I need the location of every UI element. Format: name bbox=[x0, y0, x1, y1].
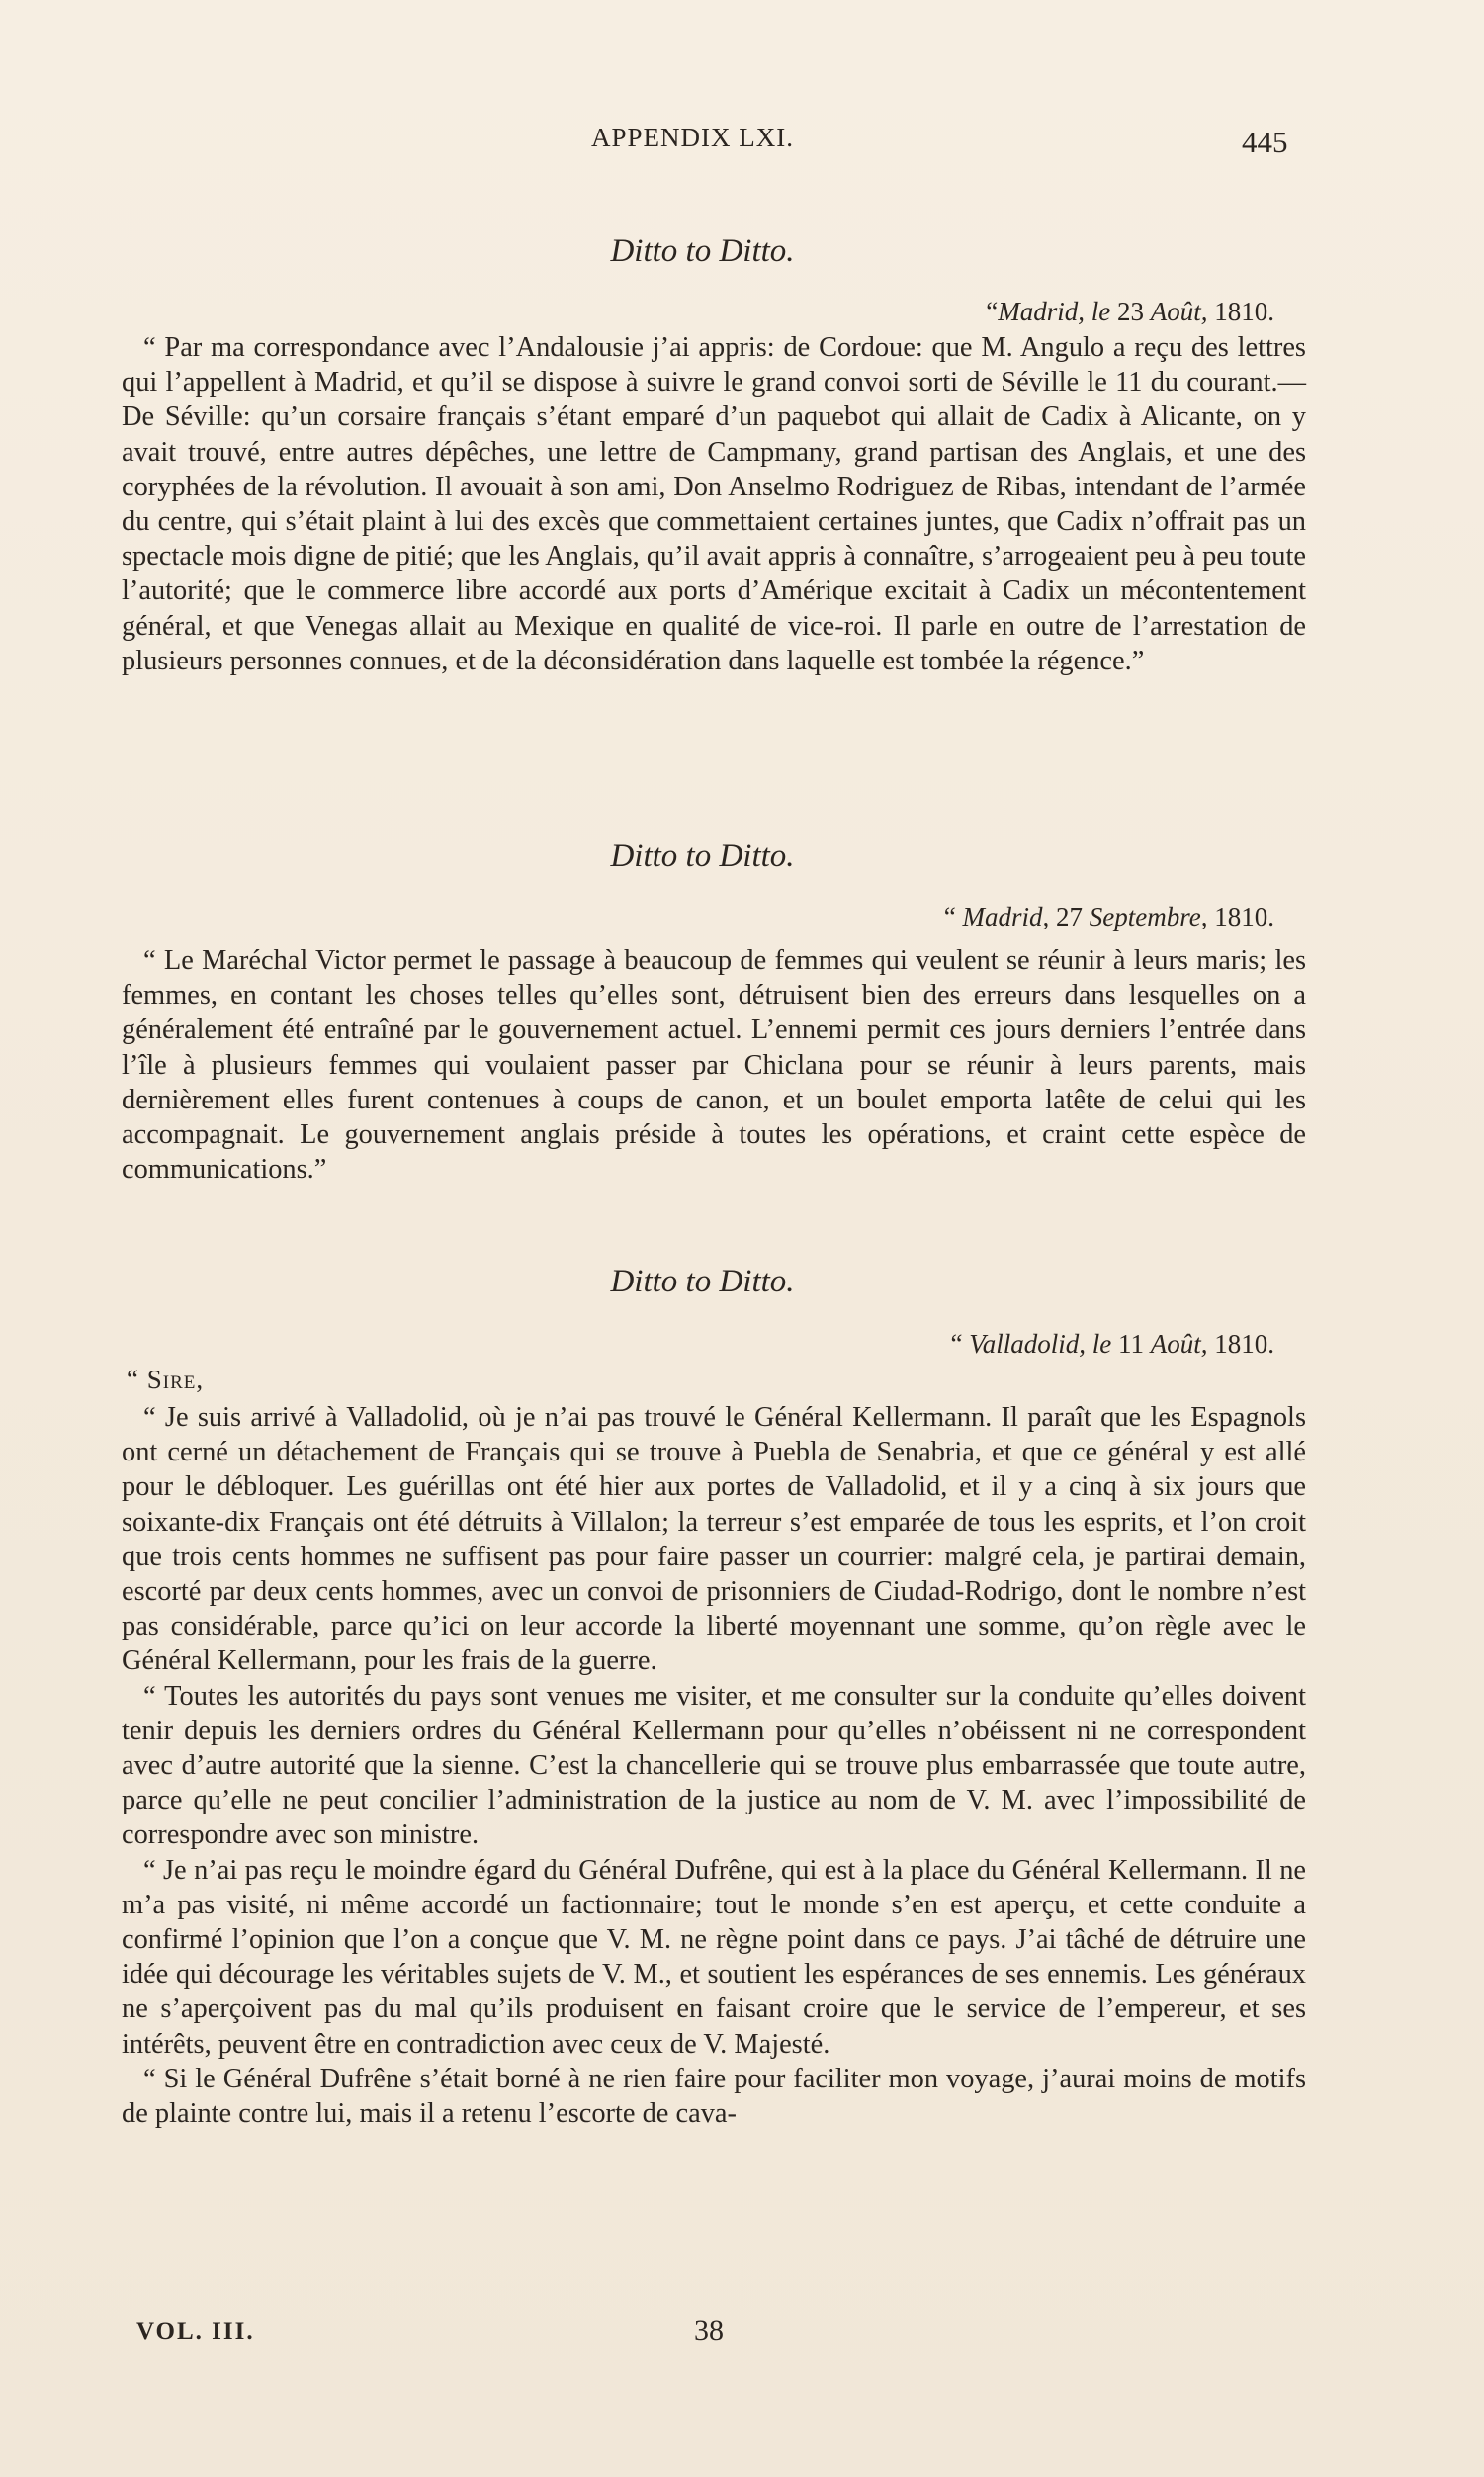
letter-1-heading: Ditto to Ditto. bbox=[610, 233, 795, 269]
dateline-quote: “ bbox=[986, 297, 999, 326]
dateline-year: 1810. bbox=[1207, 297, 1274, 326]
running-head bbox=[0, 117, 1484, 159]
dateline-day: 23 bbox=[1110, 297, 1151, 326]
dateline-year: 1810. bbox=[1207, 1329, 1274, 1359]
page-number: 445 bbox=[1242, 125, 1288, 159]
running-title: APPENDIX LXI. bbox=[591, 123, 794, 152]
letter-1-body bbox=[122, 330, 1306, 678]
dateline-place: Madrid, le bbox=[998, 297, 1111, 326]
letter-3-paragraph-4: “ Si le Général Dufrêne s’était borné à ne rien faire pour faciliter mon voyage, j’aurai moins de motifs de plainte contre lui, mais il a retenu l’escorte de cava- bbox=[122, 2063, 1306, 2130]
sheet-number: 38 bbox=[694, 2314, 724, 2346]
dateline-quote: “ bbox=[950, 1329, 970, 1359]
dateline-year: 1810. bbox=[1207, 902, 1274, 931]
dateline-day: 11 bbox=[1111, 1329, 1151, 1359]
letter-3-heading: Ditto to Ditto. bbox=[610, 1264, 795, 1299]
letter-3-paragraph-3: “ Je n’ai pas reçu le moindre égard du Général Dufrêne, qui est à la place du Général Kellermann. Il ne m’a pas visité, ni même accordé un factionnaire; tout le monde s’en est aperçu, et cette conduite a confirmé l’opinion que l’on a conçue que V. M. ne règne point dans ce pays. J’ai tâché de détruire une idée qui décourage les véritables sujets de V. M., et soutient les espérances de ses ennemis. Les généraux ne s’aperçoivent pas du mal qu’ils produisent en faisant croire que le service de l’empereur, et ses intérêts, peuvent être en contradiction avec ceux de V. Majesté. bbox=[122, 1854, 1306, 2060]
letter-3-body bbox=[122, 1400, 1306, 2131]
dateline-quote: “ bbox=[943, 902, 963, 931]
letter-2-paragraph-1: “ Le Maréchal Victor permet le passage à beaucoup de femmes qui veulent se réunir à leurs maris; les femmes, en contant les choses telles qu’elles sont, détruisent bien des erreurs dans lesquelles on a généralement été entraîné par le gouvernement actuel. L’ennemi permit ces jours derniers l’entrée dans l’île à plusieurs femmes qui voulaient passer par Chiclana pour se réunir à leurs parents, mais dernièrement elles furent contenues à coups de canon, et un boulet emporta latête de celui qui les accompagnait. Le gouvernement anglais préside à toutes les opérations, et craint cette espèce de communications.” bbox=[122, 945, 1306, 1186]
letter-3-paragraph-1: “ Je suis arrivé à Valladolid, où je n’ai pas trouvé le Général Kellermann. Il paraît que les Espagnols ont cerné un détachement de Français qui se trouve à Puebla de Senabria, et que ce général y est allé pour le débloquer. Les guérillas ont été hier aux portes de Valladolid, et il y a cinq à six jours que soixante-dix Français ont été détruits à Villalon; la terreur s’est emparée de tous les esprits, et l’on croit que trois cents hommes ne suffisent pas pour faire passer un courrier: malgré cela, je partirai demain, escorté par deux cents hommes, avec un convoi de prisonniers de Ciudad-Rodrigo, dont le nombre n’est pas considérable, parce qu’ici on leur accorde la liberté moyennant une somme, qu’on règle avec le Général Kellermann, pour les frais de la guerre. bbox=[122, 1402, 1306, 1677]
volume-signature: VOL. III. bbox=[136, 2318, 255, 2344]
letter-1-dateline bbox=[986, 297, 1274, 327]
letter-3-dateline bbox=[951, 1329, 1274, 1360]
dateline-day: 27 bbox=[1049, 902, 1090, 931]
dateline-month: Août, bbox=[1150, 297, 1208, 326]
dateline-month: Septembre, bbox=[1089, 902, 1208, 931]
letter-3-paragraph-2: “ Toutes les autorités du pays sont venues me visiter, et me consulter sur la conduite qu’elles doivent tenir depuis les derniers ordres du Général Kellermann pour qu’elles n’obéissent ni ne correspondent avec d’autre autorité que la sienne. C’est la chancellerie qui se trouve plus embarrassée que toute autre, parce qu’elle ne peut concilier l’administration de la justice au nom de V. M. avec l’impossibilité de correspondre avec son ministre. bbox=[122, 1680, 1306, 1851]
letter-3-salutation: “ Sire, bbox=[127, 1365, 205, 1394]
dateline-place: Madrid, bbox=[962, 902, 1050, 931]
letter-2-body bbox=[122, 943, 1306, 1187]
dateline-month: Août, bbox=[1150, 1329, 1208, 1359]
letter-1-paragraph-1: “ Par ma correspondance avec l’Andalousie j’ai appris: de Cordoue: que M. Angulo a reçu des lettres qui l’appellent à Madrid, et qu’il se dispose à suivre le grand convoi sorti de Séville le 11 du courant.—De Séville: qu’un corsaire français s’étant emparé d’un paquebot qui allait de Cadix à Alicante, on y avait trouvé, entre autres dépêches, une lettre de Campmany, grand partisan des Anglais, et une des coryphées de la révolution. Il avouait à son ami, Don Anselmo Rodriguez de Ribas, intendant de l’armée du centre, qui s’était plaint à lui des excès que commettaient certaines juntes, que Cadix n’offrait pas un spectacle mois digne de pitié; que les Anglais, qu’il avait appris à connaître, s’arrogeaient peu à peu toute l’autorité; que le commerce libre accordé aux ports d’Amérique excitait à Cadix un mécontentement général, et que Venegas allait au Mexique en qualité de vice-roi. Il parle en outre de l’arrestation de plusieurs personnes connues, et de la déconsidération dans laquelle est tombée la régence.” bbox=[122, 332, 1306, 676]
letter-2-heading: Ditto to Ditto. bbox=[610, 839, 795, 874]
letter-2-dateline bbox=[944, 902, 1274, 932]
page-footer bbox=[0, 2314, 1484, 2353]
dateline-place: Valladolid, le bbox=[969, 1329, 1112, 1359]
